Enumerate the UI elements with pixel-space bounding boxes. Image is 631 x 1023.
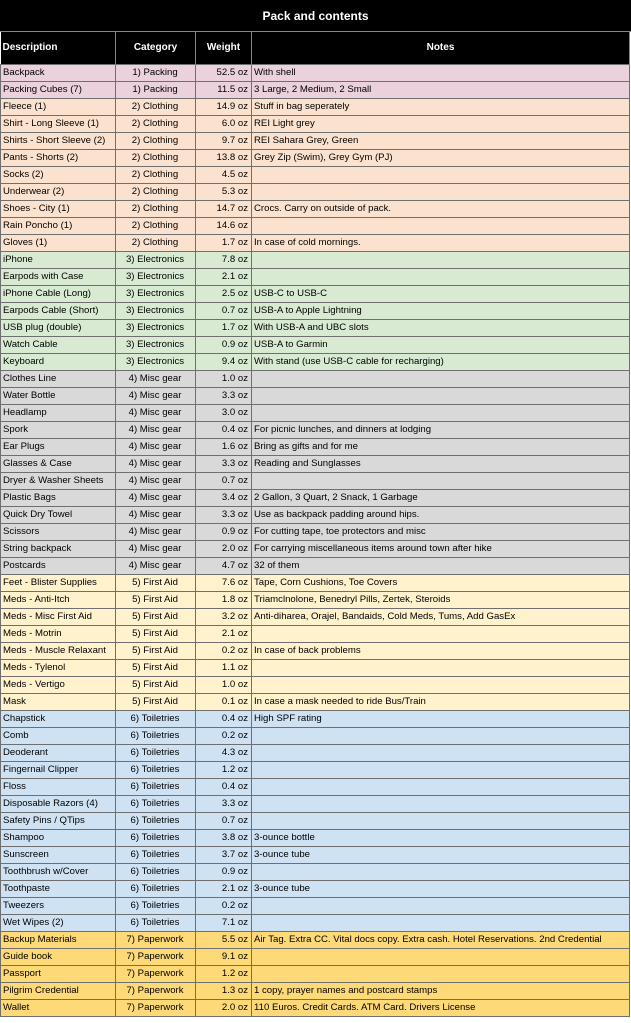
table-row (1, 489, 630, 506)
cell-weight[interactable]: 1.3 oz (196, 982, 252, 999)
table-row (1, 676, 630, 693)
cell-category[interactable]: 4) Misc gear (116, 540, 196, 557)
cell-weight[interactable]: 2.1 oz (196, 268, 252, 285)
cell-weight[interactable]: 4.3 oz (196, 744, 252, 761)
cell-description[interactable]: Ear Plugs (1, 438, 116, 455)
table-row (1, 200, 630, 217)
cell-notes[interactable]: 32 of them (252, 557, 630, 574)
cell-weight[interactable]: 14.9 oz (196, 98, 252, 115)
cell-notes[interactable]: With shell (252, 64, 630, 81)
cell-description[interactable]: Fingernail Clipper (1, 761, 116, 778)
cell-description[interactable]: Underwear (2) (1, 183, 116, 200)
cell-notes[interactable] (252, 268, 630, 285)
cell-description[interactable]: Headlamp (1, 404, 116, 421)
cell-notes[interactable] (252, 166, 630, 183)
cell-description[interactable]: Mask (1, 693, 116, 710)
table-row (1, 642, 630, 659)
cell-notes[interactable]: For carrying miscellaneous items around town after hike (252, 540, 630, 557)
cell-weight[interactable]: 1.0 oz (196, 676, 252, 693)
cell-notes[interactable] (252, 387, 630, 404)
cell-description[interactable]: Gloves (1) (1, 234, 116, 251)
table-row (1, 370, 630, 387)
table-row (1, 302, 630, 319)
cell-category[interactable]: 5) First Aid (116, 676, 196, 693)
cell-description[interactable]: Comb (1, 727, 116, 744)
cell-weight[interactable]: 2.0 oz (196, 540, 252, 557)
cell-notes[interactable]: 3-ounce tube (252, 880, 630, 897)
cell-description[interactable]: Packing Cubes (7) (1, 81, 116, 98)
header-weight[interactable]: Weight (196, 32, 252, 64)
cell-description[interactable]: Passport (1, 965, 116, 982)
cell-category[interactable]: 3) Electronics (116, 251, 196, 268)
cell-description[interactable]: Toothpaste (1, 880, 116, 897)
cell-category[interactable]: 4) Misc gear (116, 387, 196, 404)
cell-notes[interactable] (252, 761, 630, 778)
cell-notes[interactable] (252, 948, 630, 965)
cell-notes[interactable]: Air Tag. Extra CC. Vital docs copy. Extra cash. Hotel Reservations. 2nd Credential (252, 931, 630, 948)
cell-description[interactable]: Meds - Motrin (1, 625, 116, 642)
cell-weight[interactable]: 3.3 oz (196, 506, 252, 523)
cell-description[interactable]: Chapstick (1, 710, 116, 727)
table-row (1, 268, 630, 285)
pack-contents-table (0, 32, 630, 1017)
cell-weight[interactable]: 52.5 oz (196, 64, 252, 81)
cell-weight[interactable]: 3.8 oz (196, 829, 252, 846)
cell-category[interactable]: 5) First Aid (116, 625, 196, 642)
cell-weight[interactable]: 0.2 oz (196, 897, 252, 914)
cell-description[interactable]: iPhone (1, 251, 116, 268)
cell-weight[interactable]: 1.8 oz (196, 591, 252, 608)
cell-weight[interactable]: 6.0 oz (196, 115, 252, 132)
cell-notes[interactable]: With USB-A and UBC slots (252, 319, 630, 336)
cell-category[interactable]: 6) Toiletries (116, 744, 196, 761)
table-row (1, 455, 630, 472)
cell-weight[interactable]: 0.9 oz (196, 523, 252, 540)
cell-weight[interactable]: 3.3 oz (196, 795, 252, 812)
cell-category[interactable]: 4) Misc gear (116, 557, 196, 574)
table-row (1, 319, 630, 336)
table-row (1, 778, 630, 795)
cell-category[interactable]: 3) Electronics (116, 285, 196, 302)
cell-notes[interactable]: 110 Euros. Credit Cards. ATM Card. Drivers License (252, 999, 630, 1016)
cell-notes[interactable] (252, 370, 630, 387)
cell-category[interactable]: 6) Toiletries (116, 880, 196, 897)
cell-category[interactable]: 5) First Aid (116, 642, 196, 659)
cell-category[interactable]: 6) Toiletries (116, 914, 196, 931)
cell-category[interactable]: 1) Packing (116, 81, 196, 98)
cell-description[interactable]: USB plug (double) (1, 319, 116, 336)
cell-notes[interactable] (252, 625, 630, 642)
cell-description[interactable]: Deoderant (1, 744, 116, 761)
cell-description[interactable]: Watch Cable (1, 336, 116, 353)
cell-category[interactable]: 7) Paperwork (116, 931, 196, 948)
table-row (1, 81, 630, 98)
table-row (1, 557, 630, 574)
cell-notes[interactable] (252, 744, 630, 761)
cell-description[interactable]: Meds - Tylenol (1, 659, 116, 676)
cell-notes[interactable] (252, 965, 630, 982)
cell-notes[interactable]: Anti-diharea, Orajel, Bandaids, Cold Meds, Tums, Add GasEx (252, 608, 630, 625)
cell-category[interactable]: 5) First Aid (116, 591, 196, 608)
cell-category[interactable]: 6) Toiletries (116, 795, 196, 812)
cell-description[interactable]: Disposable Razors (4) (1, 795, 116, 812)
cell-weight[interactable]: 3.2 oz (196, 608, 252, 625)
cell-weight[interactable]: 0.9 oz (196, 336, 252, 353)
cell-weight[interactable]: 7.8 oz (196, 251, 252, 268)
table-row (1, 217, 630, 234)
cell-weight[interactable]: 5.5 oz (196, 931, 252, 948)
table-row (1, 727, 630, 744)
cell-description[interactable]: Scissors (1, 523, 116, 540)
cell-category[interactable]: 4) Misc gear (116, 506, 196, 523)
cell-category[interactable]: 6) Toiletries (116, 710, 196, 727)
cell-notes[interactable]: USB-A to Apple Lightning (252, 302, 630, 319)
cell-notes[interactable]: High SPF rating (252, 710, 630, 727)
cell-category[interactable]: 5) First Aid (116, 574, 196, 591)
cell-weight[interactable]: 4.7 oz (196, 557, 252, 574)
cell-notes[interactable] (252, 897, 630, 914)
cell-category[interactable]: 5) First Aid (116, 693, 196, 710)
table-row (1, 829, 630, 846)
cell-weight[interactable]: 1.1 oz (196, 659, 252, 676)
cell-category[interactable]: 6) Toiletries (116, 778, 196, 795)
cell-weight[interactable]: 3.7 oz (196, 846, 252, 863)
cell-weight[interactable]: 5.3 oz (196, 183, 252, 200)
cell-category[interactable]: 6) Toiletries (116, 897, 196, 914)
cell-weight[interactable]: 2.1 oz (196, 625, 252, 642)
cell-category[interactable]: 2) Clothing (116, 115, 196, 132)
cell-notes[interactable] (252, 812, 630, 829)
table-row (1, 931, 630, 948)
cell-description[interactable]: Shirts - Short Sleeve (2) (1, 132, 116, 149)
cell-notes[interactable]: USB-C to USB-C (252, 285, 630, 302)
cell-description[interactable]: Floss (1, 778, 116, 795)
cell-notes[interactable]: Grey Zip (Swim), Grey Gym (PJ) (252, 149, 630, 166)
cell-description[interactable]: Fleece (1) (1, 98, 116, 115)
cell-description[interactable]: Earpods with Case (1, 268, 116, 285)
cell-category[interactable]: 4) Misc gear (116, 523, 196, 540)
header-row (1, 32, 630, 64)
cell-notes[interactable]: Crocs. Carry on outside of pack. (252, 200, 630, 217)
cell-weight[interactable]: 3.0 oz (196, 404, 252, 421)
table-row (1, 880, 630, 897)
cell-category[interactable]: 6) Toiletries (116, 812, 196, 829)
table-row (1, 251, 630, 268)
cell-weight[interactable]: 0.1 oz (196, 693, 252, 710)
cell-description[interactable]: Feet - Blister Supplies (1, 574, 116, 591)
cell-weight[interactable]: 0.2 oz (196, 642, 252, 659)
cell-description[interactable]: Meds - Vertigo (1, 676, 116, 693)
cell-category[interactable]: 7) Paperwork (116, 999, 196, 1016)
cell-description[interactable]: Tweezers (1, 897, 116, 914)
cell-notes[interactable] (252, 795, 630, 812)
table-row (1, 846, 630, 863)
cell-description[interactable]: Shoes - City (1) (1, 200, 116, 217)
cell-notes[interactable]: 3 Large, 2 Medium, 2 Small (252, 81, 630, 98)
cell-weight[interactable]: 0.2 oz (196, 727, 252, 744)
cell-category[interactable]: 4) Misc gear (116, 404, 196, 421)
header-category[interactable]: Category (116, 32, 196, 64)
cell-notes[interactable] (252, 217, 630, 234)
table-row (1, 506, 630, 523)
table-row (1, 132, 630, 149)
cell-weight[interactable]: 0.4 oz (196, 710, 252, 727)
cell-weight[interactable]: 13.8 oz (196, 149, 252, 166)
table-row (1, 336, 630, 353)
table-row (1, 540, 630, 557)
cell-category[interactable]: 1) Packing (116, 64, 196, 81)
cell-notes[interactable] (252, 404, 630, 421)
cell-weight[interactable]: 1.2 oz (196, 761, 252, 778)
table-row (1, 149, 630, 166)
table-row (1, 710, 630, 727)
cell-category[interactable]: 4) Misc gear (116, 489, 196, 506)
cell-category[interactable]: 2) Clothing (116, 98, 196, 115)
cell-weight[interactable]: 9.4 oz (196, 353, 252, 370)
cell-weight[interactable]: 0.7 oz (196, 302, 252, 319)
cell-notes[interactable] (252, 914, 630, 931)
table-row (1, 693, 630, 710)
cell-weight[interactable]: 11.5 oz (196, 81, 252, 98)
cell-category[interactable]: 5) First Aid (116, 608, 196, 625)
cell-category[interactable]: 4) Misc gear (116, 472, 196, 489)
cell-weight[interactable]: 7.6 oz (196, 574, 252, 591)
cell-category[interactable]: 6) Toiletries (116, 863, 196, 880)
table-row (1, 438, 630, 455)
cell-notes[interactable] (252, 472, 630, 489)
cell-weight[interactable]: 9.7 oz (196, 132, 252, 149)
cell-category[interactable]: 3) Electronics (116, 353, 196, 370)
cell-description[interactable]: Shirt - Long Sleeve (1) (1, 115, 116, 132)
header-notes[interactable]: Notes (252, 32, 630, 64)
table-row (1, 166, 630, 183)
cell-description[interactable]: Shampoo (1, 829, 116, 846)
cell-weight[interactable]: 2.0 oz (196, 999, 252, 1016)
cell-notes[interactable]: Stuff in bag seperately (252, 98, 630, 115)
cell-description[interactable]: iPhone Cable (Long) (1, 285, 116, 302)
cell-weight[interactable]: 7.1 oz (196, 914, 252, 931)
table-row (1, 761, 630, 778)
table-row (1, 115, 630, 132)
cell-category[interactable]: 6) Toiletries (116, 761, 196, 778)
cell-description[interactable]: Pilgrim Credential (1, 982, 116, 999)
cell-notes[interactable]: 3-ounce tube (252, 846, 630, 863)
cell-description[interactable]: Meds - Misc First Aid (1, 608, 116, 625)
table-row (1, 387, 630, 404)
cell-category[interactable]: 3) Electronics (116, 302, 196, 319)
cell-notes[interactable]: Reading and Sunglasses (252, 455, 630, 472)
table-row (1, 914, 630, 931)
cell-description[interactable]: Keyboard (1, 353, 116, 370)
cell-description[interactable]: Backup Materials (1, 931, 116, 948)
cell-notes[interactable] (252, 183, 630, 200)
cell-category[interactable]: 2) Clothing (116, 166, 196, 183)
cell-weight[interactable]: 3.4 oz (196, 489, 252, 506)
cell-notes[interactable]: REI Light grey (252, 115, 630, 132)
cell-description[interactable]: Earpods Cable (Short) (1, 302, 116, 319)
cell-weight[interactable]: 4.5 oz (196, 166, 252, 183)
cell-weight[interactable]: 0.4 oz (196, 778, 252, 795)
cell-notes[interactable]: Triamclnolone, Benedryl Pills, Zertek, Steroids (252, 591, 630, 608)
cell-category[interactable]: 2) Clothing (116, 132, 196, 149)
cell-notes[interactable] (252, 251, 630, 268)
table-body (1, 64, 630, 1016)
table-row (1, 353, 630, 370)
table-row (1, 285, 630, 302)
cell-category[interactable]: 2) Clothing (116, 149, 196, 166)
cell-weight[interactable]: 1.7 oz (196, 234, 252, 251)
cell-category[interactable]: 7) Paperwork (116, 965, 196, 982)
cell-description[interactable]: Safety Pins / QTips (1, 812, 116, 829)
table-row (1, 982, 630, 999)
cell-category[interactable]: 7) Paperwork (116, 948, 196, 965)
cell-weight[interactable]: 14.6 oz (196, 217, 252, 234)
cell-description[interactable]: Meds - Muscle Relaxant (1, 642, 116, 659)
cell-weight[interactable]: 0.7 oz (196, 472, 252, 489)
cell-description[interactable]: Toothbrush w/Cover (1, 863, 116, 880)
header-description[interactable]: Description (1, 32, 116, 64)
cell-category[interactable]: 2) Clothing (116, 217, 196, 234)
cell-category[interactable]: 4) Misc gear (116, 455, 196, 472)
table-row (1, 64, 630, 81)
cell-weight[interactable]: 2.5 oz (196, 285, 252, 302)
cell-notes[interactable]: In case of cold mornings. (252, 234, 630, 251)
table-row (1, 965, 630, 982)
cell-weight[interactable]: 14.7 oz (196, 200, 252, 217)
cell-notes[interactable]: USB-A to Garmin (252, 336, 630, 353)
cell-description[interactable]: Wallet (1, 999, 116, 1016)
cell-weight[interactable]: 0.9 oz (196, 863, 252, 880)
cell-notes[interactable]: REI Sahara Grey, Green (252, 132, 630, 149)
cell-notes[interactable] (252, 778, 630, 795)
cell-description[interactable]: String backpack (1, 540, 116, 557)
cell-notes[interactable]: 1 copy, prayer names and postcard stamps (252, 982, 630, 999)
cell-description[interactable]: Rain Poncho (1) (1, 217, 116, 234)
cell-description[interactable]: Guide book (1, 948, 116, 965)
table-row (1, 897, 630, 914)
cell-notes[interactable]: For picnic lunches, and dinners at lodging (252, 421, 630, 438)
cell-description[interactable]: Quick Dry Towel (1, 506, 116, 523)
cell-notes[interactable]: In case a mask needed to ride Bus/Train (252, 693, 630, 710)
cell-description[interactable]: Plastic Bags (1, 489, 116, 506)
cell-category[interactable]: 3) Electronics (116, 336, 196, 353)
table-row (1, 744, 630, 761)
cell-description[interactable]: Clothes Line (1, 370, 116, 387)
cell-description[interactable]: Dryer & Washer Sheets (1, 472, 116, 489)
table-row (1, 404, 630, 421)
cell-notes[interactable] (252, 863, 630, 880)
cell-description[interactable]: Backpack (1, 64, 116, 81)
cell-notes[interactable]: For cutting tape, toe protectors and misc (252, 523, 630, 540)
cell-category[interactable]: 3) Electronics (116, 268, 196, 285)
cell-category[interactable]: 4) Misc gear (116, 370, 196, 387)
cell-category[interactable]: 6) Toiletries (116, 829, 196, 846)
cell-description[interactable]: Sunscreen (1, 846, 116, 863)
table-row (1, 948, 630, 965)
cell-weight[interactable]: 1.6 oz (196, 438, 252, 455)
table-row (1, 608, 630, 625)
cell-description[interactable]: Spork (1, 421, 116, 438)
cell-description[interactable]: Water Bottle (1, 387, 116, 404)
cell-category[interactable]: 6) Toiletries (116, 846, 196, 863)
cell-notes[interactable] (252, 659, 630, 676)
table-row (1, 574, 630, 591)
cell-description[interactable]: Wet Wipes (2) (1, 914, 116, 931)
table-row (1, 523, 630, 540)
cell-category[interactable]: 5) First Aid (116, 659, 196, 676)
cell-weight[interactable]: 0.4 oz (196, 421, 252, 438)
cell-category[interactable]: 6) Toiletries (116, 727, 196, 744)
cell-description[interactable]: Glasses & Case (1, 455, 116, 472)
cell-weight[interactable]: 0.7 oz (196, 812, 252, 829)
table-row (1, 659, 630, 676)
table-row (1, 98, 630, 115)
cell-category[interactable]: 7) Paperwork (116, 982, 196, 999)
cell-notes[interactable] (252, 727, 630, 744)
cell-notes[interactable]: 3-ounce bottle (252, 829, 630, 846)
cell-weight[interactable]: 9.1 oz (196, 948, 252, 965)
table-row (1, 625, 630, 642)
table-row (1, 863, 630, 880)
cell-notes[interactable]: Use as backpack padding around hips. (252, 506, 630, 523)
cell-notes[interactable]: In case of back problems (252, 642, 630, 659)
cell-description[interactable]: Meds - Anti-Itch (1, 591, 116, 608)
cell-category[interactable]: 4) Misc gear (116, 421, 196, 438)
cell-weight[interactable]: 2.1 oz (196, 880, 252, 897)
table-row (1, 795, 630, 812)
cell-weight[interactable]: 3.3 oz (196, 455, 252, 472)
cell-description[interactable]: Pants - Shorts (2) (1, 149, 116, 166)
cell-category[interactable]: 3) Electronics (116, 319, 196, 336)
table-row (1, 421, 630, 438)
cell-notes[interactable] (252, 676, 630, 693)
cell-category[interactable]: 2) Clothing (116, 200, 196, 217)
cell-description[interactable]: Socks (2) (1, 166, 116, 183)
table-row (1, 812, 630, 829)
cell-weight[interactable]: 3.3 oz (196, 387, 252, 404)
table-row (1, 999, 630, 1016)
table-row (1, 591, 630, 608)
cell-weight[interactable]: 1.2 oz (196, 965, 252, 982)
cell-notes[interactable]: With stand (use USB-C cable for recharging) (252, 353, 630, 370)
cell-category[interactable]: 2) Clothing (116, 183, 196, 200)
table-row (1, 472, 630, 489)
table-row (1, 183, 630, 200)
sheet-title: Pack and contents (0, 0, 631, 32)
cell-category[interactable]: 4) Misc gear (116, 438, 196, 455)
cell-notes[interactable]: Bring as gifts and for me (252, 438, 630, 455)
cell-weight[interactable]: 1.7 oz (196, 319, 252, 336)
cell-description[interactable]: Postcards (1, 557, 116, 574)
cell-weight[interactable]: 1.0 oz (196, 370, 252, 387)
cell-notes[interactable]: 2 Gallon, 3 Quart, 2 Snack, 1 Garbage (252, 489, 630, 506)
cell-category[interactable]: 2) Clothing (116, 234, 196, 251)
cell-notes[interactable]: Tape, Corn Cushions, Toe Covers (252, 574, 630, 591)
table-row (1, 234, 630, 251)
